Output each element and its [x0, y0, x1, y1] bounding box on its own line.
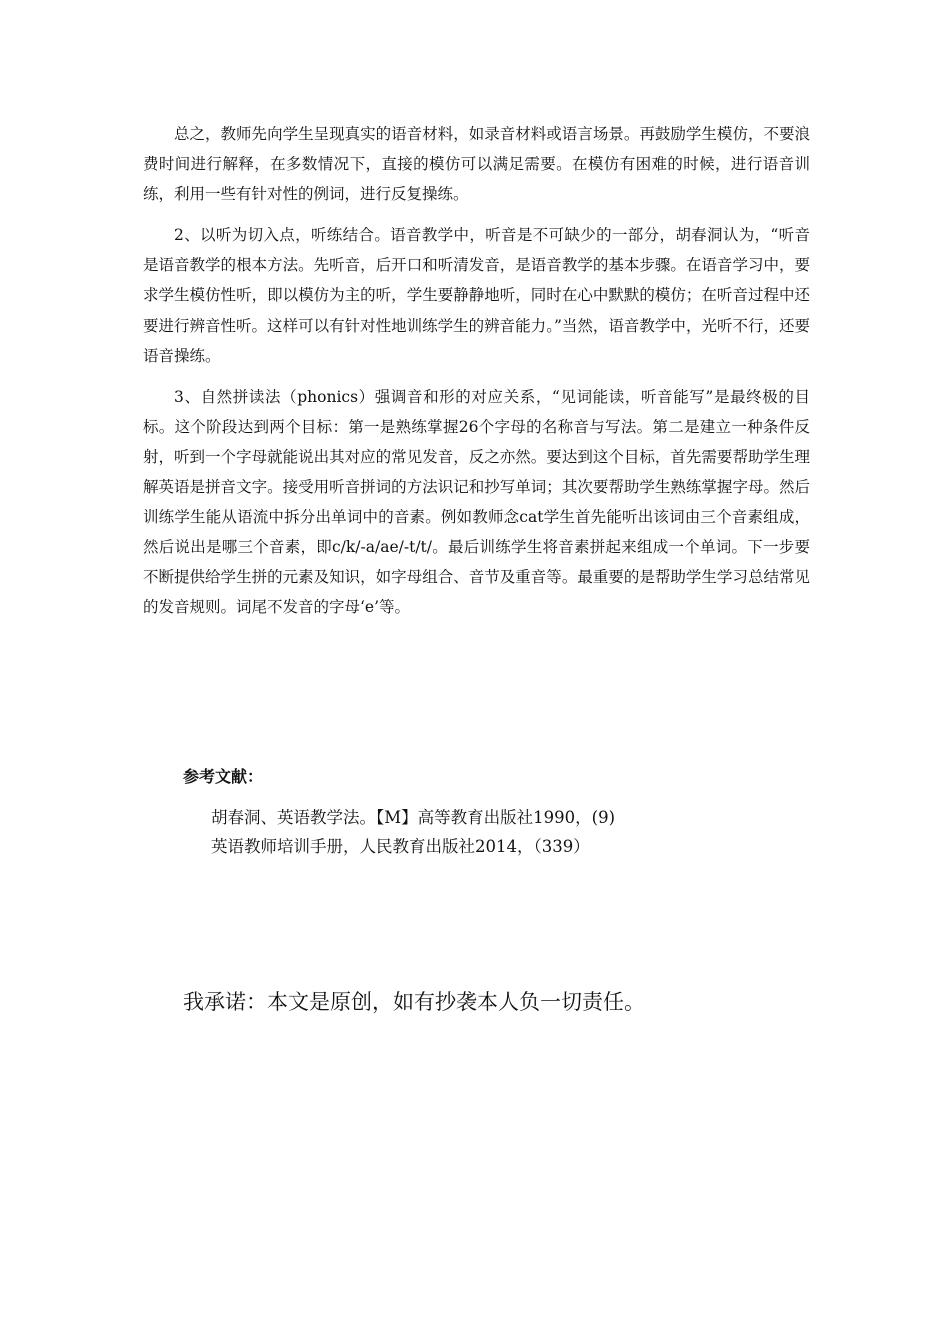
paragraph-summary: 总之，教师先向学生呈现真实的语音材料，如录音材料或语言场景。再鼓励学生模仿，不要浪费时间进行解释，在多数情况下，直接的模仿可以满足需要。在模仿有困难的时候，进行语音训练，利用一些有针对性的例词，进行反复操练。	[143, 125, 810, 204]
originality-pledge: 我承诺：本文是原创，如有抄袭本人负一切责任。	[183, 990, 645, 1014]
paragraph-listening: 2、以听为切入点，听练结合。语音教学中，听音是不可缺少的一部分，胡春洞认为，“听音是语音教学的根本方法。先听音，后开口和听清发音，是语音教学的基本步骤。在语音学习中，要求学生模仿性听，即以模仿为主的听，学生要静静地听，同时在心中默默的模仿；在听音过程中还要进行辨音性听。这样可以有针对性地训练学生的辨音能力。”当然，语音教学中，光听不行，还要语音操练。	[143, 226, 810, 365]
reference-item: 胡春洞、英语教学法。【M】高等教育出版社1990，(9)	[211, 808, 616, 827]
references-list	[211, 803, 615, 861]
paragraph-phonics: 3、自然拼读法（phonics）强调音和形的对应关系，“见词能读，听音能写”是最终极的目标。这个阶段达到两个目标：第一是熟练掌握26个字母的名称音与写法。第二是建立一种条件反射，听到一个字母就能说出其对应的常见发音，反之亦然。要达到这个目标，首先需要帮助学生理解英语是拼音文字。接受用听音拼词的方法识记和抄写单词；其次要帮助学生熟练掌握字母。然后训练学生能从语流中拆分出单词中的音素。例如教师念cat学生首先能听出该词由三个音素组成，然后说出是哪三个音素，即c/k/-a/ae/-t/t/。最后训练学生将音素拼起来组成一个单词。下一步要不断提供给学生拼的元素及知识，如字母组合、音节及重音等。最重要的是帮助学生学习总结常见的发音规则。词尾不发音的字母‘e’等。	[143, 387, 810, 617]
references-heading: 参考文献：	[183, 767, 264, 786]
body-text	[143, 119, 810, 634]
reference-item: 英语教师培训手册，人民教育出版社2014，（339）	[211, 837, 590, 856]
